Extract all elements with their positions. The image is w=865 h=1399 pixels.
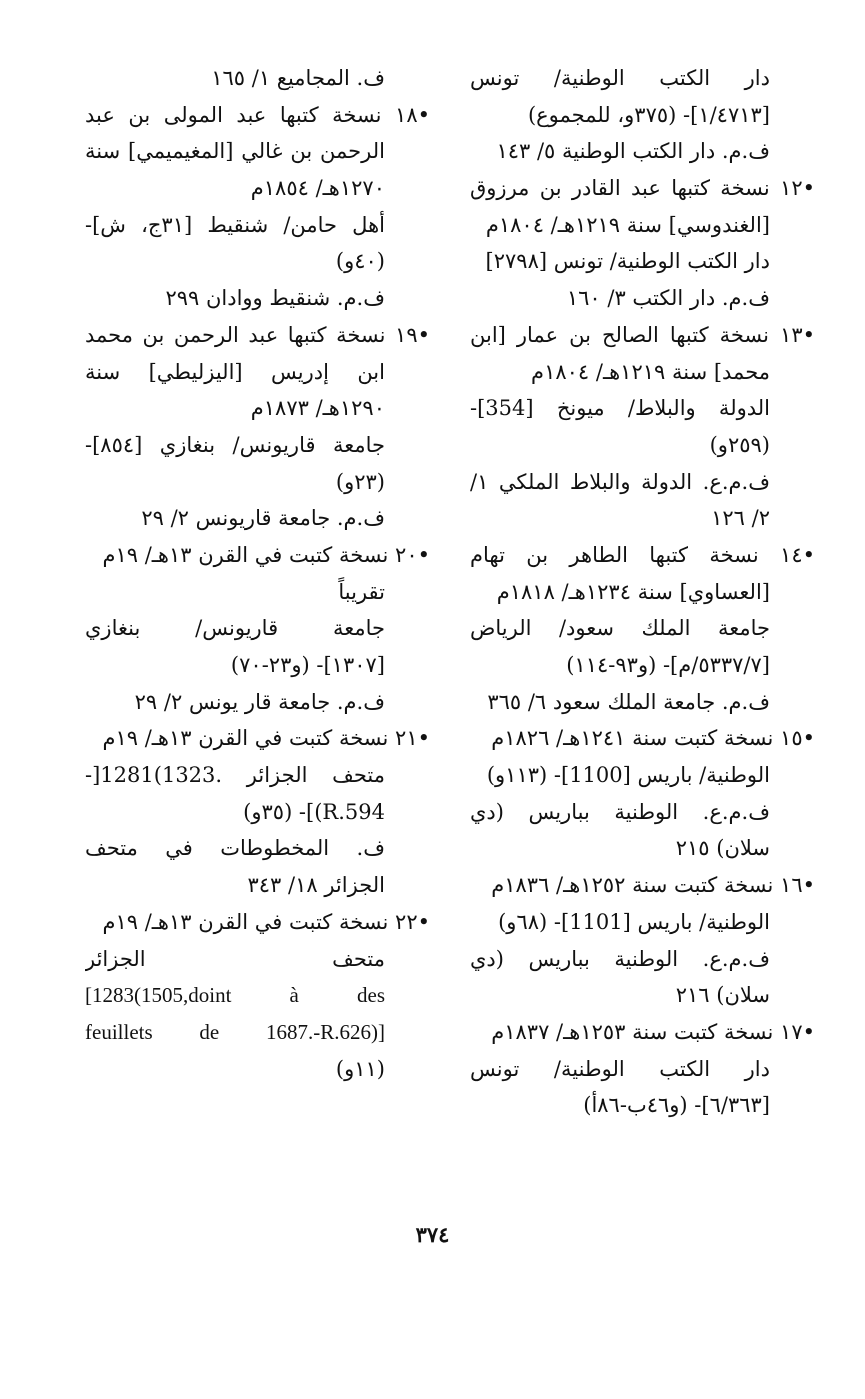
right-column — [470, 60, 815, 1124]
text-line: دار الكتب الوطنية/ تونس — [470, 66, 770, 90]
text-line: ف.م.ع. الوطنية بباريس (دي — [470, 799, 770, 824]
text-line: ف.م. جامعة قار يونس ٢/ ٢٩ — [134, 689, 385, 714]
text-line: R.594)]- (٣٥و) — [243, 799, 385, 824]
text-line: أهل حامن/ شنقيط [٣١ج، ش]- — [85, 212, 385, 237]
text-line: متحف الجزائر — [85, 946, 385, 971]
text-line: الوطنية/ باريس [1101]- (٦٨و) — [498, 909, 770, 934]
text-line: •٢٢ نسخة كتبت في القرن ١٣هـ/ ١٩م — [102, 909, 430, 934]
text-line: ف. المجاميع ١/ ١٦٥ — [211, 66, 385, 90]
text-line: •١٤ نسخة كتبها الطاهر بن تهام — [470, 542, 815, 567]
text-line: الوطنية/ باريس [1100]- (١١٣و) — [486, 763, 770, 788]
left-column — [85, 60, 430, 1087]
text-line: جامعة الملك سعود/ الرياض — [470, 616, 770, 641]
text-line: •١٢ نسخة كتبها عبد القادر بن مرزوق — [470, 176, 815, 201]
text-line: •١٨ نسخة كتبها عبد المولى بن عبد — [85, 102, 430, 127]
text-line: •١٣ نسخة كتبها الصالح بن عمار [ابن — [470, 322, 815, 347]
text-line: [١/٤٧١٣]- (٣٧٥و، للمجموع) — [527, 102, 770, 127]
text-line: الرحمن بن غالي [المغيميمي] سنة — [85, 139, 385, 164]
text-line: [الغندوسي] سنة ١٢١٩هـ/ ١٨٠٤م — [485, 212, 770, 237]
text-line: دار الكتب الوطنية/ تونس — [470, 1056, 770, 1081]
text-line: [العساوي] سنة ١٢٣٤هـ/ ١٨١٨م — [496, 579, 770, 604]
text-line: جامعة قاريونس/ بنغازي [٨٥٤]- — [85, 432, 385, 457]
page-number: ٣٧٤ — [415, 1222, 450, 1247]
text-line: •١٧ نسخة كتبت سنة ١٢٥٣هـ/ ١٨٣٧م — [491, 1019, 815, 1044]
text-line: (٤٠و) — [335, 249, 385, 274]
text-line: ف.م.ع. الوطنية بباريس (دي — [470, 946, 770, 971]
text-line: ١٢٧٠هـ/ ١٨٥٤م — [250, 176, 385, 201]
text-line: ف. المخطوطات في متحف — [85, 836, 385, 861]
text-line: (٢٥٩و) — [709, 432, 770, 457]
text-line: [٦/٣٦٣]- (و٤٦ب-٨٦أ) — [583, 1093, 770, 1118]
text-line: •١٥ نسخة كتبت سنة ١٢٤١هـ/ ١٨٢٦م — [491, 726, 815, 751]
text-line: feuillets de 1687.-R.626)] — [85, 1019, 385, 1044]
text-line: •٢٠ نسخة كتبت في القرن ١٣هـ/ ١٩م — [102, 542, 430, 567]
text-line: [1283(1505,doint à des — [85, 983, 385, 1008]
text-line: ف.م. دار الكتب الوطنية ٥/ ١٤٣ — [496, 139, 770, 164]
text-line: [٥٣٣٧/٧/م]- (و٩٣-١١٤) — [566, 653, 770, 677]
text-line: محمد] سنة ١٢١٩هـ/ ١٨٠٤م — [531, 359, 770, 384]
text-line: الجزائر ١٨/ ٣٤٣ — [247, 873, 385, 898]
text-line: •١٩ نسخة كتبها عبد الرحمن بن محمد — [85, 322, 430, 347]
text-line: ف.م. شنقيط ووادان ٢٩٩ — [165, 286, 385, 311]
text-line: •١٦ نسخة كتبت سنة ١٢٥٢هـ/ ١٨٣٦م — [491, 873, 815, 898]
text-line: [١٣٠٧]- (و٢٣-٧٠) — [230, 653, 385, 677]
text-line: تقريباً — [338, 579, 385, 604]
text-line: ف.م. جامعة الملك سعود ٦/ ٣٦٥ — [487, 689, 770, 714]
text-line: سلان) ٢١٥ — [675, 836, 770, 861]
text-line: (٢٣و) — [335, 469, 385, 494]
text-line: ف.م. جامعة قاريونس ٢/ ٢٩ — [141, 506, 385, 531]
text-line: جامعة قاريونس/ بنغازي — [85, 616, 385, 641]
text-line: الدولة والبلاط/ ميونخ [354]- — [470, 396, 770, 421]
text-line: •٢١ نسخة كتبت في القرن ١٣هـ/ ١٩م — [102, 726, 430, 751]
text-line: ف.م.ع. الدولة والبلاط الملكي ١/ — [470, 469, 770, 494]
text-line: سلان) ٢١٦ — [675, 983, 770, 1008]
text-line: (١١و) — [335, 1056, 385, 1081]
text-line: ١٢٩٠هـ/ ١٨٧٣م — [250, 396, 385, 421]
text-line: ابن إدريس [اليزليطي] سنة — [85, 359, 385, 384]
text-line: ٢/ ١٢٦ — [711, 506, 770, 531]
text-line: متحف الجزائر .1323)1281[- — [85, 763, 385, 788]
text-line: دار الكتب الوطنية/ تونس [٢٧٩٨] — [485, 249, 770, 274]
text-line: ف.م. دار الكتب ٣/ ١٦٠ — [566, 286, 770, 311]
